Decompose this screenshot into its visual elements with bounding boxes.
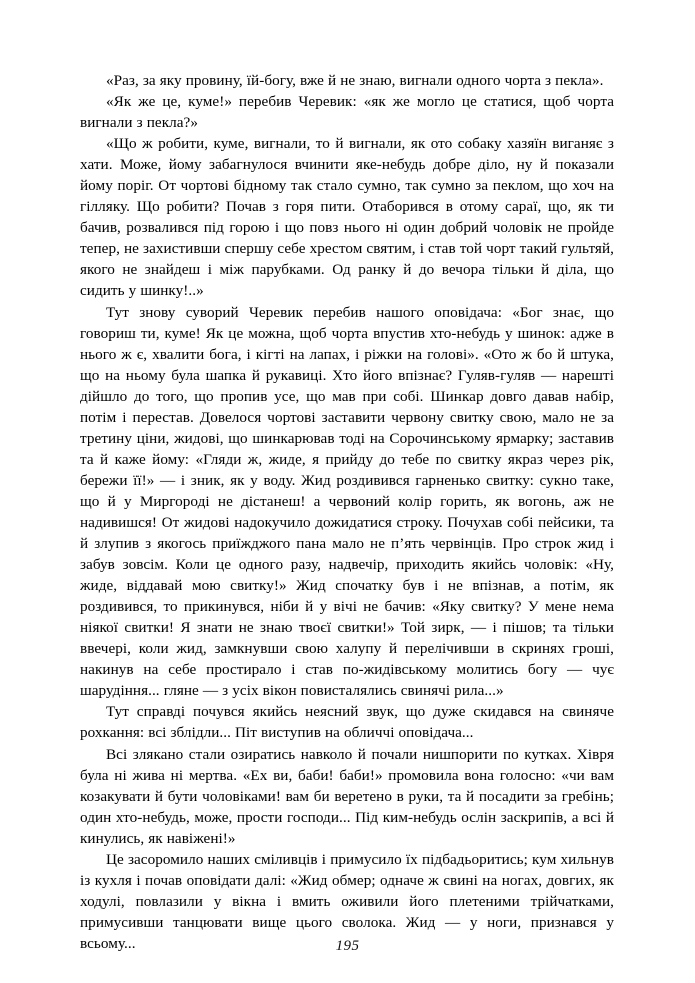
paragraph: «Як же це, куме!» перебив Черевик: «як же могло це статися, щоб чорта вигнали з пекла?» bbox=[80, 93, 614, 132]
paragraph: «Що ж робити, куме, вигнали, то й вигнали, як ото собаку хазяїн виганяє з хати. Може, йому забагнулося вчинити яке-небудь добре діло, ну й показали йому поріг. От чортові бідному так стало сумно, так сумно за пеклом, що хоч на гілляку. Що робити? Почав з горя пити. Отаборився в отому сараї, що, як ти бачив, розвалився під горою і що повз нього ні один добрий чоловік не пройде тепер, не захистивши спершу себе хрестом святим, і став той чорт такий гультяй, якого не знайдеш і між парубками. Од ранку й до вечора тільки й діла, що сидить у шинку!..» bbox=[80, 135, 614, 300]
paragraph: Тут знову суворий Черевик перебив нашого оповідача: «Бог знає, що говориш ти, куме! Як це можна, щоб чорта впустив хто-небудь у шинок: адже в нього ж є, хвалити бога, і кігті на лапах, і ріжки на голові». «Ото ж бо й штука, що на ньому була шапка й рукавиці. Хто його впізнає? Гуляв-гуляв — нарешті дійшло до того, що пропив усе, що мав при собі. Шинкар довго давав набір, потім і перестав. Довелося чортові заставити червону свитку свою, мало не за третину ціни, жидові, що шинкарював тоді на Сорочинському ярмарку; заставив та й каже йому: «Гляди ж, жиде, я прийду до тебе по свитку якраз через рік, бережи її!» — і зник, як у воду. Жид роздивився гарненько свитку: сукно таке, що й у Миргороді не дістанеш! а червоний колір горить, як вогонь, аж не надивишся! От жидові надокучило дожидатися строку. Почухав собі пейсики, та й злупив з якогось приїжджого пана мало не п’ять червінців. Про строк жид і забув зовсім. Коли це одного разу, надвечір, приходить якийсь чоловік: «Ну, жиде, віддавай мою свитку!» Жид спочатку був і не впізнав, а потім, як роздивився, то прикинувся, ніби й у вічі не бачив: «Яку свитку? У мене нема ніякої свитки! Я знати не знаю твоєї свитки!» Той зирк, — і пішов; та тільки ввечері, коли жид, замкнувши свою халупу й перелічивши в скринях гроші, накинув на себе простирало і став по-жидівському молитись богу — чує шарудіння... гляне — з усіх вікон повисталялись свинячі рила...» bbox=[80, 303, 614, 700]
paragraph: Тут справді почувся якийсь неясний звук, що дуже скидався на свиняче рохкання: всі зблідли... Піт виступив на обличчі оповідача... bbox=[80, 703, 614, 742]
body-text-block bbox=[80, 70, 614, 954]
paragraph: «Раз, за яку провину, їй-богу, вже й не знаю, вигнали одного чорта з пекла». bbox=[106, 72, 604, 89]
page-number: 195 bbox=[335, 938, 360, 954]
paragraph: Всі злякано стали озиратись навколо й почали нишпорити по кутках. Хівря була ні жива ні мертва. «Ех ви, баби! баби!» промовила вона голосно: «чи вам козакувати й бути чоловіками! вам би веретено в руки, та й посадити за гребінь; один хто-небудь, може, прости господи... Під ким-небудь ослін заскрипів, а всі й кинулись, як навіжені!» bbox=[80, 745, 614, 847]
paragraph: Це засоромило наших сміливців і примусило їх підбадьоритись; кум хильнув із кухля і почав оповідати далі: «Жид обмер; одначе ж свині на ногах, довгих, як ходулі, повлазили у вікна і вмить оживили його плетеними трійчатками, примусивши танцювати вище цього сволока. Жид — у ноги, признався у всьому... bbox=[80, 850, 614, 952]
